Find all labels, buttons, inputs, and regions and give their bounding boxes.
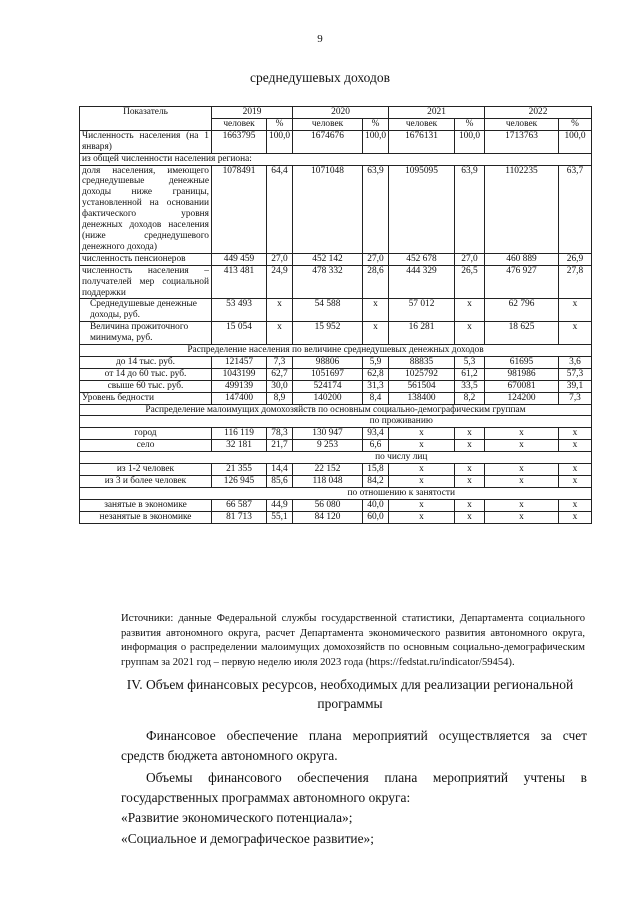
table-cell: 60,0 [363,511,389,523]
subsection-row: по числу лиц [212,452,592,464]
table-cell: 27,0 [455,253,485,265]
table-cell: 116 119 [212,428,267,440]
table-cell: 130 947 [293,428,363,440]
table-cell: 100,0 [559,130,592,153]
table-cell: 26,5 [455,265,485,299]
row-label: Численность населения (на 1 января) [80,130,212,153]
table-cell: 21,7 [267,440,293,452]
table-cell: 8,2 [455,392,485,404]
table-cell: 22 152 [293,464,363,476]
table-cell: 32 181 [212,440,267,452]
table-cell: 1713763 [485,130,559,153]
table-cell: х [389,476,455,488]
header-indicator: Показатель [80,107,212,131]
table-row [80,476,592,488]
table-cell: 88835 [389,356,455,368]
row-label: город [80,428,212,440]
paragraph: Финансовое обеспечение плана мероприятий осуществляется за счет средств бюджета автономного округа. [121,728,587,763]
subsection-row: по отношению к занятости [212,487,592,499]
table-row [80,452,592,464]
table-row [80,153,592,165]
table-cell: 27,0 [363,253,389,265]
table-cell: 5,3 [455,356,485,368]
table-cell: 5,9 [363,356,389,368]
table-cell: 1102235 [485,165,559,253]
header-year: 2021 [389,107,485,119]
table-cell: 8,9 [267,392,293,404]
table-cell: 63,9 [363,165,389,253]
row-label: от 14 до 60 тыс. руб. [80,368,212,380]
table-cell: 981986 [485,368,559,380]
table-cell: 62 796 [485,299,559,322]
table-cell: 66 587 [212,499,267,511]
table-cell: 57 012 [389,299,455,322]
table-cell: х [267,299,293,322]
table-cell: 81 713 [212,511,267,523]
table-cell: х [389,499,455,511]
row-label: численность пенсионеров [80,253,212,265]
table-cell: х [389,464,455,476]
table-cell: 670081 [485,380,559,392]
table-cell: 61,2 [455,368,485,380]
table-cell: 100,0 [267,130,293,153]
table-cell: 452 678 [389,253,455,265]
table-cell: х [559,476,592,488]
table-cell: х [455,464,485,476]
table-cell: 64,4 [267,165,293,253]
row-label: из 3 и более человек [80,476,212,488]
table-cell: х [485,464,559,476]
table-cell: х [455,499,485,511]
paragraph: Объемы финансового обеспечения плана мероприятий учтены в государственных программах автономного округа: [121,770,587,805]
table-cell: х [455,511,485,523]
table-row [80,299,592,322]
table-row [80,487,592,499]
table-cell: 100,0 [455,130,485,153]
table-cell: 44,9 [267,499,293,511]
table-cell: х [485,499,559,511]
table-cell: 26,9 [559,253,592,265]
table-cell: 15,8 [363,464,389,476]
table-cell: 449 459 [212,253,267,265]
table-cell: х [389,440,455,452]
table-cell: 147400 [212,392,267,404]
table-cell: 78,3 [267,428,293,440]
table-cell: 54 588 [293,299,363,322]
header-year: 2020 [293,107,389,119]
table-cell: 39,1 [559,380,592,392]
table-cell: х [389,428,455,440]
table-row [80,165,592,253]
section-title: IV. Объем финансовых ресурсов, необходимых для реализации региональной программы [126,677,574,711]
row-label: до 14 тыс. руб. [80,356,212,368]
header-unit: человек [212,118,267,130]
header-unit: % [363,118,389,130]
table-cell: 84 120 [293,511,363,523]
header-unit: человек [485,118,559,130]
table-cell: 27,8 [559,265,592,299]
table-cell: х [485,476,559,488]
table-row [80,380,592,392]
table-cell: 499139 [212,380,267,392]
row-label: из 1-2 человек [80,464,212,476]
table-row [80,253,592,265]
table-cell: х [559,464,592,476]
header-year: 2022 [485,107,592,119]
table-cell: 40,0 [363,499,389,511]
table-cell: 28,6 [363,265,389,299]
table-cell: 98806 [293,356,363,368]
table-row [80,392,592,404]
table-cell: 124200 [485,392,559,404]
table-cell: х [389,511,455,523]
row-label: занятые в экономике [80,499,212,511]
table-cell: 56 080 [293,499,363,511]
table-cell: 413 481 [212,265,267,299]
sources-note: Источники: данные Федеральной службы государственной статистики, Департамента социального развития автономного округа, расчет Департамента экономического развития автономного округа, информация о распределении малоимущих домохозяйств по основным социально-демографическим группам за 2021 год – первую неделю июля 2023 года (https://fedstat.ru/indicator/59454). [121,613,585,668]
table-cell: 8,4 [363,392,389,404]
table-row [80,356,592,368]
subsection-row: по проживанию [212,416,592,428]
table-cell: 18 625 [485,322,559,345]
table-cell: 561504 [389,380,455,392]
table-cell: 452 142 [293,253,363,265]
table-heading: среднедушевых доходов [250,70,390,85]
table-cell: 1025792 [389,368,455,380]
table-cell: 55,1 [267,511,293,523]
table-cell: 62,7 [267,368,293,380]
header-unit: человек [389,118,455,130]
table-cell: 1095095 [389,165,455,253]
table-cell: 63,9 [455,165,485,253]
row-label: Среднедушевые денежные доходы, руб. [80,299,212,322]
table-row [80,130,592,153]
table-row [80,368,592,380]
table-cell: 476 927 [485,265,559,299]
table-cell: 118 048 [293,476,363,488]
table-cell: 62,8 [363,368,389,380]
table-cell: 27,0 [267,253,293,265]
table-row [80,345,592,357]
table-cell: 21 355 [212,464,267,476]
table-cell: х [559,322,592,345]
table-cell: 1674676 [293,130,363,153]
table-cell: х [455,440,485,452]
list-item: «Социальное и демографическое развитие»; [121,831,374,846]
table-cell: 53 493 [212,299,267,322]
table-cell: х [363,299,389,322]
table-cell: 121457 [212,356,267,368]
row-label: доля населения, имеющего среднедушевые денежные доходы ниже границы, установленной на основании фактического уровня денежных доходов населения (ниже среднедушевого денежного дохода) [80,165,212,253]
table-cell: х [363,322,389,345]
page-number: 9 [317,33,323,45]
header-unit: % [559,118,592,130]
table-row [80,416,592,428]
table-row [80,511,592,523]
statistics-table [79,106,592,524]
table-cell: 1663795 [212,130,267,153]
table-cell: х [485,511,559,523]
table-cell: 31,3 [363,380,389,392]
table-cell: х [559,428,592,440]
table-cell: х [455,428,485,440]
row-label: Уровень бедности [80,392,212,404]
table-cell: 1043199 [212,368,267,380]
row-label: Величина прожиточного минимума, руб. [80,322,212,345]
table-cell: 1078491 [212,165,267,253]
table-cell: 444 329 [389,265,455,299]
table-cell: 6,6 [363,440,389,452]
table-cell: х [267,322,293,345]
table-row [80,499,592,511]
table-cell: 84,2 [363,476,389,488]
table-cell: 524174 [293,380,363,392]
table-cell: 100,0 [363,130,389,153]
list-item: «Развитие экономического потенциала»; [121,810,353,825]
table-cell: 93,4 [363,428,389,440]
table-cell: 9 253 [293,440,363,452]
table-cell: 85,6 [267,476,293,488]
table-cell: х [559,499,592,511]
table-cell: х [455,322,485,345]
table-row [80,404,592,416]
table-row [80,464,592,476]
section-row: Распределение населения по величине среднедушевых денежных доходов [80,345,592,357]
table-cell: 33,5 [455,380,485,392]
row-label: свыше 60 тыс. руб. [80,380,212,392]
table-cell: 15 952 [293,322,363,345]
table-row [80,428,592,440]
table-cell: 1071048 [293,165,363,253]
table-cell: 140200 [293,392,363,404]
row-label: незанятые в экономике [80,511,212,523]
table-cell: х [485,428,559,440]
header-unit: % [267,118,293,130]
table-cell: 24,9 [267,265,293,299]
row-label: численность населения – получателей мер социальной поддержки [80,265,212,299]
table-cell: 3,6 [559,356,592,368]
table-cell: 460 889 [485,253,559,265]
table-cell: х [559,299,592,322]
header-year: 2019 [212,107,293,119]
table-cell: 61695 [485,356,559,368]
table-row [80,440,592,452]
section-row: из общей численности населения региона: [80,153,592,165]
table-cell: 126 945 [212,476,267,488]
table-row [80,265,592,299]
table-cell: 7,3 [267,356,293,368]
table-row [80,322,592,345]
table-cell: 16 281 [389,322,455,345]
header-unit: % [455,118,485,130]
section-row: Распределение малоимущих домохозяйств по основным социально-демографическим группам [80,404,592,416]
table-cell: х [455,476,485,488]
table-cell: х [559,440,592,452]
table-cell: 30,0 [267,380,293,392]
table-cell: х [485,440,559,452]
table-cell: 1051697 [293,368,363,380]
table-cell: х [559,511,592,523]
table-cell: 57,3 [559,368,592,380]
table-cell: 138400 [389,392,455,404]
table-cell: 15 054 [212,322,267,345]
row-label: село [80,440,212,452]
table-cell: 1676131 [389,130,455,153]
table-cell: 7,3 [559,392,592,404]
table-cell: х [455,299,485,322]
table-cell: 478 332 [293,265,363,299]
table-cell: 14,4 [267,464,293,476]
header-unit: человек [293,118,363,130]
table-cell: 63,7 [559,165,592,253]
